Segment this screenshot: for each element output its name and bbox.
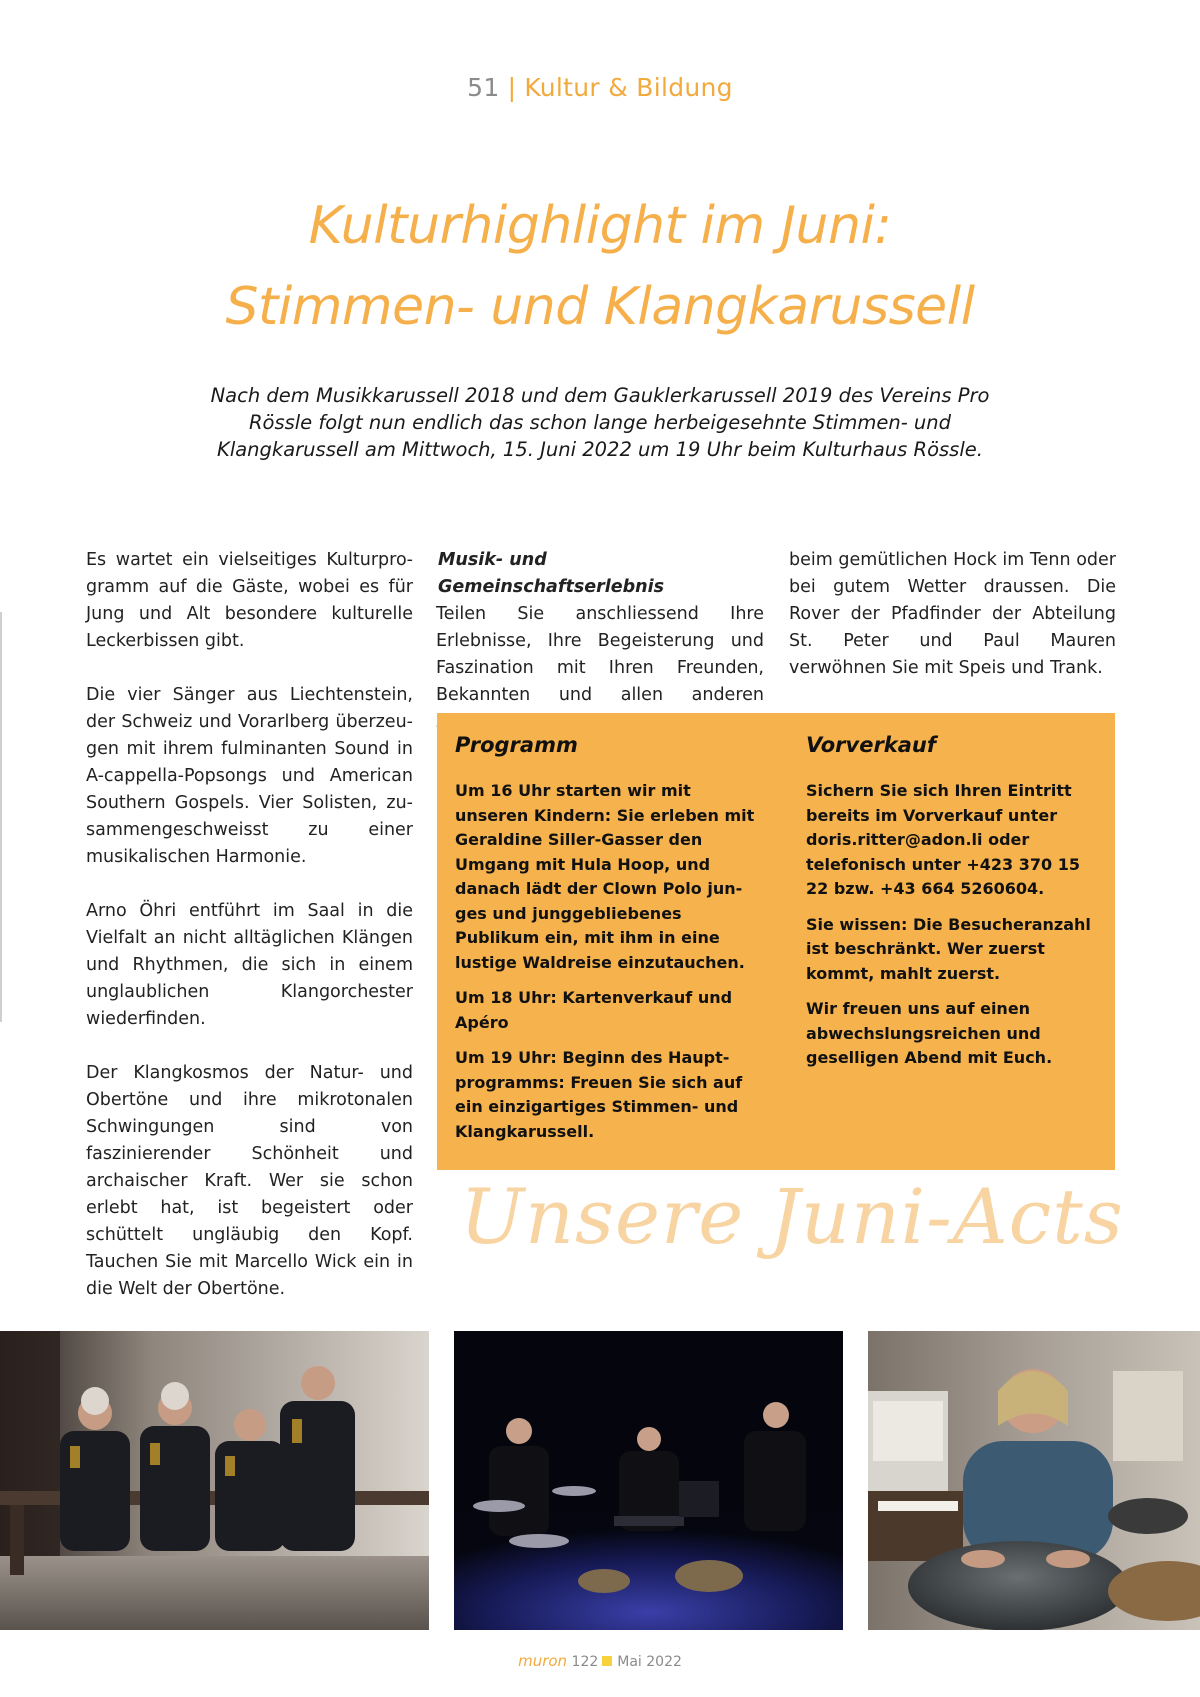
presale-item: Sie wissen: Die Besucheranzahl ist beschränkt. Wer zuerst kommt, mahlt zuerst. [806,914,1091,983]
subheading: Musik- und Gemeinschaftserlebnis [438,550,665,597]
square-icon [602,1656,612,1666]
presale-title: Vorverkauf [806,733,937,757]
paragraph: Arno Öhri entführt im Saal in die Vielfalt an nicht alltäglichen Klängen und Rhythmen, die sich in einem unglaublichen Klangorchester wiederfinden. [86,901,413,1029]
title-line-1: Kulturhighlight im Juni: [308,196,892,256]
header-separator: | [507,73,517,102]
page-header [0,73,1200,102]
page-footer [0,1652,1200,1670]
program-item: Um 19 Uhr: Beginn des Hauptprogramms: Freuen Sie sich auf ein einzigartiges Stimmen- und Klangkarussell. [455,1048,743,1141]
photo-handpan-player [868,1331,1200,1630]
page-edge-mark [0,612,2,1022]
script-heading: Unsere Juni-Acts [460,1172,1124,1261]
title-line-2: Stimmen- und Klangkarussell [225,276,975,337]
page-number: 51 [467,73,500,102]
presale-section [806,730,1106,1082]
section-name: Kultur & Bildung [524,73,733,102]
issue-number: 122 [571,1654,599,1670]
program-title: Programm [455,733,578,757]
program-item: Um 16 Uhr starten wir mit unseren Kindern: Sie erleben mit Geraldine Siller-Gasser den Umgang mit Hula Hoop, und danach lädt der Clown Polo junges und junggebliebenes Publikum ein, mit ihm in eine lustige Waldreise einzutauchen. [455,781,755,972]
program-item: Um 18 Uhr: Kartenverkauf und Apéro [455,988,733,1032]
info-box [437,713,1115,1170]
paragraph: Die vier Sänger aus Liechtenstein, der Schweiz und Vorarlberg überzeugen mit ihrem fulminanten Sound in A-cappella-Popsongs und American Southern Gospels. Vier Solisten, zusammengeschweisst zu einer musikalischen Harmonie. [86,685,413,867]
presale-item: Sichern Sie sich Ihren Eintritt bereits im Vorverkauf unter doris.ritter@adon.li oder telefonisch unter +423 370 15 22 bzw. +43 664 5260604. [806,781,1080,898]
column-3 [789,547,1116,709]
column-1 [86,547,413,1330]
photo-singers [0,1331,429,1630]
issue-date: Mai 2022 [617,1654,682,1670]
photo-stage-musicians [454,1331,843,1630]
paragraph: Es wartet ein vielseitiges Kulturprogramm auf die Gäste, wobei es für Jung und Alt besondere kulturelle Leckerbissen gibt. [86,550,413,651]
paragraph: Der Klangkosmos der Natur- und Obertöne und ihre mikrotonalen Schwingungen sind von faszinierender Schönheit und archaischer Kraft. Wer sie schon erlebt hat, ist begeistert oder schüttelt ungläubig den Kopf. Tauchen Sie mit Marcello Wick ein in die Welt der Obertöne. [86,1063,413,1299]
lead-paragraph: Nach dem Musikkarussell 2018 und dem Gauklerkarussell 2019 des Vereins Pro Rössle folgt nun endlich das schon lange herbeigesehnte Stimmen- und Klangkarussell am Mittwoch, 15. Juni 2022 um 19 Uhr beim Kulturhaus Rössle. [210,384,990,461]
program-section [455,730,755,1155]
paragraph: beim gemütlichen Hock im Tenn oder bei gutem Wetter draussen. Die Rover der Pfadfinder der Abteilung St. Peter und Paul Mauren verwöhnen Sie mit Speis und Trank. [789,550,1116,678]
article-title [0,186,1200,347]
paragraph: Teilen Sie anschliessend Ihre Erlebnisse, Ihre Begeisterung und Faszination mit Ihren Freunden, Bekannten und allen anderen [436,604,764,705]
magazine-brand: muron [518,1652,568,1670]
presale-item: Wir freuen uns auf einen abwechslungsreichen und geselligen Abend mit Euch. [806,999,1053,1067]
